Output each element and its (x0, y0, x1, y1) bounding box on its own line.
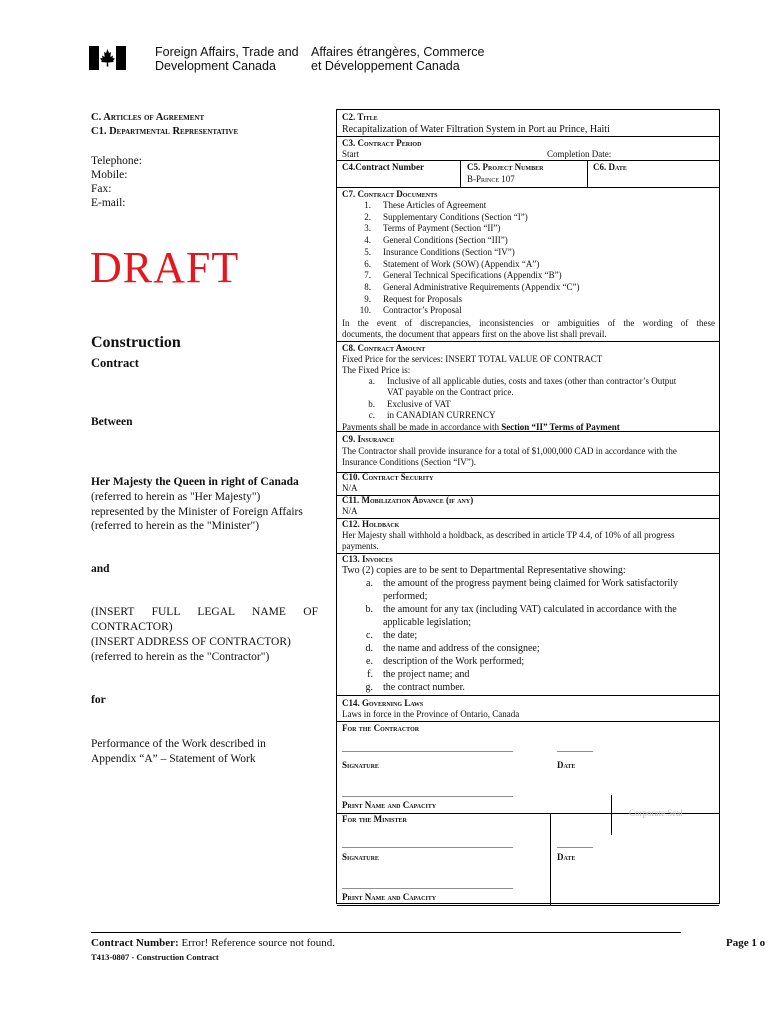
c7-item-text: Insurance Conditions (Section “IV”) (383, 246, 515, 257)
contractor-date-label: Date (557, 760, 576, 770)
dept-fr-line1: Affaires étrangères, Commerce (311, 45, 485, 59)
c13-item-text: the project name; and (383, 669, 470, 680)
c13-item-text: the date; (383, 630, 418, 641)
c11-mobilization-heading: C11. Mobilization Advance (if any) (342, 495, 474, 505)
c7-item-number: 1. (364, 200, 371, 210)
c7-item-number: 10. (359, 305, 371, 316)
c6-date-heading: C6. Date (593, 162, 627, 172)
c8-item-number: a. (368, 376, 375, 386)
c7-item-number: 4. (364, 235, 371, 246)
c8-item-number: b. (368, 398, 375, 409)
party1-name: Her Majesty the Queen in right of Canada (91, 476, 299, 488)
c14-governing-laws-value: Laws in force in the Province of Ontario, Canada (342, 709, 520, 719)
party1-description (91, 490, 303, 534)
party2-line: (referred to herein as the "Contractor") (91, 651, 270, 663)
department-name-english (155, 45, 299, 73)
telephone-label: Telephone: (91, 155, 142, 167)
c8-payments-note (342, 422, 620, 433)
canada-flag-logo (89, 46, 126, 70)
c13-item-text: applicable legislation; (383, 617, 472, 628)
articles-heading: C. Articles of Agreement (91, 112, 205, 123)
c8-item-number: c. (368, 410, 375, 421)
c7-item-text: Supplementary Conditions (Section “I”) (383, 211, 528, 222)
party2-description (91, 605, 318, 665)
c13-item-number: d. (365, 643, 373, 654)
c7-note-line: documents, the document that appears first on the above list shall prevail. (342, 329, 607, 339)
minister-date-line: ________ (557, 839, 593, 849)
minister-print-name-line: ______________________________________ (342, 880, 513, 890)
c13-item-text: description of the Work performed; (383, 656, 525, 667)
c12-holdback-line: payments. (342, 541, 379, 551)
c3-completion-label: Completion Date: (547, 149, 612, 159)
c13-item-number: a. (366, 578, 373, 589)
contractor-print-name-label: Print Name and Capacity (342, 800, 437, 810)
c8-item-text: in CANADIAN CURRENCY (387, 410, 496, 421)
contract-terms-table (336, 109, 720, 904)
c7-note-line: In the event of discrepancies, inconsistencies or ambiguities of the wording of these (342, 318, 715, 328)
c7-item-text: Terms of Payment (Section “II”) (383, 223, 501, 234)
work-line: Appendix “A” – Statement of Work (91, 753, 256, 765)
party1-line: (referred to herein as the "Minister") (91, 520, 260, 532)
c13-item-text: the name and address of the consignee; (383, 643, 540, 654)
c8-fixed-price-is: The Fixed Price is: (342, 365, 411, 375)
c13-item-text: the contract number. (383, 682, 465, 693)
c7-item-text: Request for Proposals (383, 293, 462, 304)
c8-fixed-price: Fixed Price for the services: INSERT TOTAL VALUE OF CONTRACT (342, 354, 603, 364)
c8-item-text: Exclusive of VAT (387, 398, 451, 409)
c13-item-text: the amount of the progress payment being claimed for Work satisfactorily (383, 578, 679, 589)
c7-item-text: Contractor’s Proposal (383, 305, 462, 316)
c13-item-number: e. (366, 656, 373, 667)
fax-label: Fax: (91, 183, 112, 195)
c7-item-number: 5. (364, 246, 371, 257)
for-contractor-heading: For the Contractor (342, 723, 420, 733)
minister-print-name-label: Print Name and Capacity (342, 892, 437, 902)
footer-contract-number (91, 937, 335, 949)
c4-contract-number-heading: C4.Contract Number (342, 162, 424, 172)
c8-amount-heading: C8. Contract Amount (342, 343, 426, 353)
c9-insurance-line: The Contractor shall provide insurance for a total of $1,000,000 CAD in accordance with the (342, 446, 677, 456)
c3-start-label: Start (342, 149, 359, 159)
document-title: Construction (91, 334, 181, 351)
c13-item-text: performed; (383, 591, 428, 602)
c7-item-number: 2. (364, 211, 371, 222)
party1-line: (referred to herein as "Her Majesty") (91, 491, 261, 503)
c2-title-heading: C2. Title (342, 112, 378, 122)
c13-item-number: g. (365, 682, 373, 693)
c13-item-number: c. (366, 630, 373, 641)
party1-line: represented by the Minister of Foreign Affairs (91, 505, 303, 518)
document-subtitle: Contract (91, 356, 139, 370)
c12-holdback-heading: C12. Holdback (342, 519, 400, 529)
corporate-seal-label: Corporate Seal (629, 808, 683, 818)
contact-fields (91, 154, 142, 210)
party2-line: CONTRACTOR) (91, 621, 173, 633)
c8-item-text: VAT payable on the Contract price. (387, 387, 514, 398)
c14-governing-laws-heading: C14. Governing Laws (342, 698, 424, 708)
page-number: Page 1 o (726, 937, 766, 949)
contract-number-label: Contract Number: (91, 937, 179, 949)
c8-payments-section: Section “II” Terms of Payment (501, 422, 620, 432)
work-line: Performance of the Work described in (91, 738, 266, 750)
c7-item-text: General Technical Specifications (Appendix “B”) (383, 270, 562, 281)
footer-rule (91, 932, 681, 933)
for-minister-heading: For the Minister (342, 814, 407, 824)
contractor-signature-label: Signature (342, 760, 379, 770)
c10-security-value: N/A (342, 483, 358, 493)
between-label: Between (91, 416, 133, 428)
c2-title-value: Recapitalization of Water Filtration System in Port au Prince, Haiti (342, 124, 610, 135)
c13-item-text: the amount for any tax (including VAT) calculated in accordance with the (383, 604, 677, 615)
dept-en-line1: Foreign Affairs, Trade and (155, 45, 299, 59)
departmental-representative-heading: C1. Departmental Representative (91, 126, 239, 137)
c10-security-heading: C10. Contract Security (342, 472, 434, 482)
c11-mobilization-value: N/A (342, 506, 358, 516)
c8-item-text: Inclusive of all applicable duties, costs and taxes (other than contractor’s Output (387, 376, 677, 386)
c7-item-text: General Administrative Requirements (Appendix “C”) (383, 281, 580, 292)
email-label: E-mail: (91, 197, 126, 209)
c9-insurance-line: Insurance Conditions (Section “IV”). (342, 457, 476, 467)
c7-item-number: 7. (364, 270, 371, 281)
contractor-print-name-line: ______________________________________ (342, 788, 513, 798)
c7-item-text: These Articles of Agreement (383, 200, 487, 210)
dept-en-line2: Development Canada (155, 59, 276, 73)
mobile-label: Mobile: (91, 169, 128, 181)
department-name-french (311, 45, 484, 73)
for-label: for (91, 694, 106, 706)
c7-item-number: 8. (364, 281, 371, 292)
c13-item-number: b. (365, 604, 373, 615)
c7-item-text: Statement of Work (SOW) (Appendix “A”) (383, 258, 540, 269)
minister-date-label: Date (557, 852, 576, 862)
c5-project-number-value: B-Prince 107 (467, 174, 515, 184)
draft-watermark: DRAFT (90, 243, 240, 292)
c7-item-number: 6. (364, 258, 371, 269)
dept-fr-line2: et Développement Canada (311, 59, 460, 73)
contract-number-value: Error! Reference source not found. (178, 937, 336, 949)
c13-item-number: f. (367, 669, 373, 680)
c13-invoices-heading: C13. Invoices (342, 554, 393, 564)
c9-insurance-heading: C9. Insurance (342, 434, 395, 444)
c13-invoices-intro: Two (2) copies are to be sent to Departmental Representative showing: (342, 565, 626, 576)
minister-signature-label: Signature (342, 852, 379, 862)
c7-documents-heading: C7. Contract Documents (342, 189, 438, 199)
footer-document-id: T413-0807 - Construction Contract (91, 952, 219, 962)
work-description (91, 737, 266, 767)
c7-item-text: General Conditions (Section “III”) (383, 235, 508, 246)
party2-line: (INSERT ADDRESS OF CONTRACTOR) (91, 636, 291, 648)
minister-signature-line: ______________________________________ (342, 839, 513, 849)
c12-holdback-line: Her Majesty shall withhold a holdback, as described in article TP 4.4, of 10% of all progress (342, 530, 675, 540)
contractor-date-line: ________ (557, 743, 593, 753)
c5-project-number-heading: C5. Project Number (467, 162, 544, 172)
c7-item-number: 3. (364, 223, 371, 234)
contractor-signature-line: ______________________________________ (342, 743, 513, 753)
c7-item-number: 9. (364, 293, 371, 304)
party2-line: (INSERT FULL LEGAL NAME OF (91, 606, 318, 618)
and-label: and (91, 563, 110, 575)
c8-payments-text: Payments shall be made in accordance with (342, 422, 502, 432)
c3-period-heading: C3. Contract Period (342, 138, 422, 148)
